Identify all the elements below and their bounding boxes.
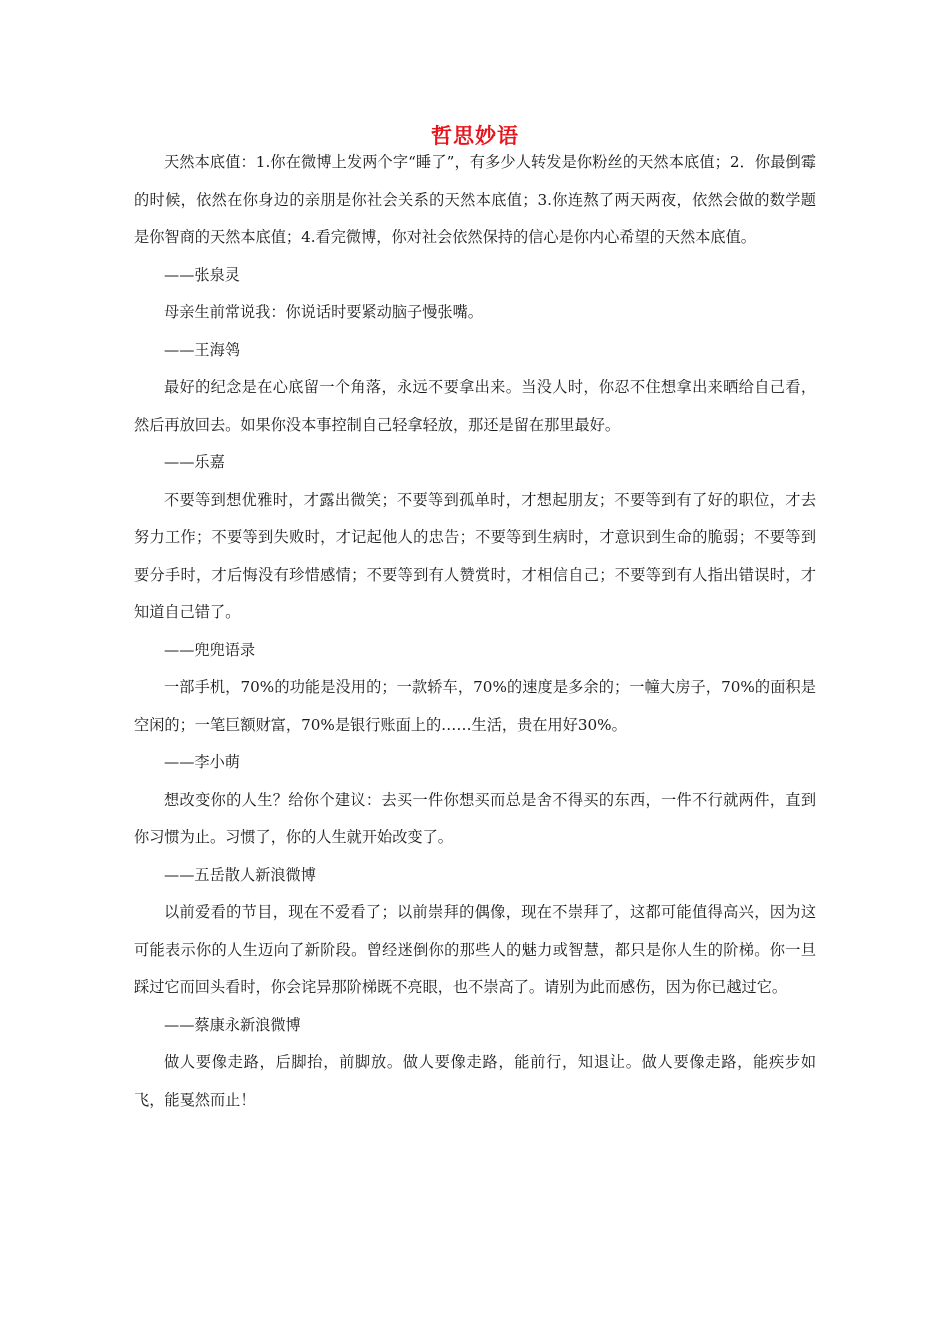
quote-source: ——蔡康永新浪微博: [164, 1015, 301, 1034]
quote-text: 天然本底值：1.你在微博上发两个字“睡了”，有多少人转发是你粉丝的天然本底值；2．你最倒霉的时候，依然在你身边的亲朋是你社会关系的天然本底值；3.你连熬了两天两夜，依然会做的数学题是你智商的天然本底值；4.看完微博，你对社会依然保持的信心是你内心希望的天然本底值。: [134, 153, 816, 246]
quote-source: ——李小萌: [164, 753, 240, 771]
quote-text: 最好的纪念是在心底留一个角落，永远不要拿出来。当没人时，你忍不住想拿出来晒给自己看，然后再放回去。如果你没本事控制自己轻拿轻放，那还是留在那里最好。: [134, 378, 816, 434]
document-title: 哲思妙语: [431, 123, 519, 148]
quote-text: 一部手机，70%的功能是没用的；一款轿车，70%的速度是多余的；一幢大房子，70%的面积是空闲的；一笔巨额财富，70%是银行账面上的……生活，贵在用好30%。: [134, 678, 816, 734]
quote-text: 母亲生前常说我：你说话时要紧动脑子慢张嘴。: [164, 303, 483, 321]
document-body: [134, 144, 816, 1119]
quote-text: 不要等到想优雅时，才露出微笑；不要等到孤单时，才想起朋友；不要等到有了好的职位，才去努力工作；不要等到失败时，才记起他人的忠告；不要等到生病时，才意识到生命的脆弱；不要等到要分手时，才后悔没有珍惜感情；不要等到有人赞赏时，才相信自己；不要等到有人指出错误时，才知道自己错了。: [134, 490, 816, 621]
quote-source: ——张泉灵: [164, 265, 240, 284]
quote-text: 想改变你的人生？给你个建议：去买一件你想买而总是舍不得买的东西，一件不行就两件，直到你习惯为止。习惯了，你的人生就开始改变了。: [134, 790, 816, 846]
quote-source: ——王海鸰: [164, 340, 240, 359]
quote-source: ——五岳散人新浪微博: [164, 865, 316, 884]
quote-text: 以前爱看的节目，现在不爱看了；以前崇拜的偶像，现在不崇拜了，这都可能值得高兴，因为这可能表示你的人生迈向了新阶段。曾经迷倒你的那些人的魅力或智慧，都只是你人生的阶梯。你一旦踩过它而回头看时，你会诧异那阶梯既不亮眼，也不崇高了。请别为此而感伤，因为你已越过它。: [134, 903, 816, 996]
quote-source: ——乐嘉: [164, 453, 225, 471]
quote-source: ——兜兜语录: [164, 640, 256, 659]
quote-text: 做人要像走路，后脚抬，前脚放。做人要像走路，能前行，知退让。做人要像走路，能疾步如飞，能戛然而止！: [134, 1053, 816, 1109]
